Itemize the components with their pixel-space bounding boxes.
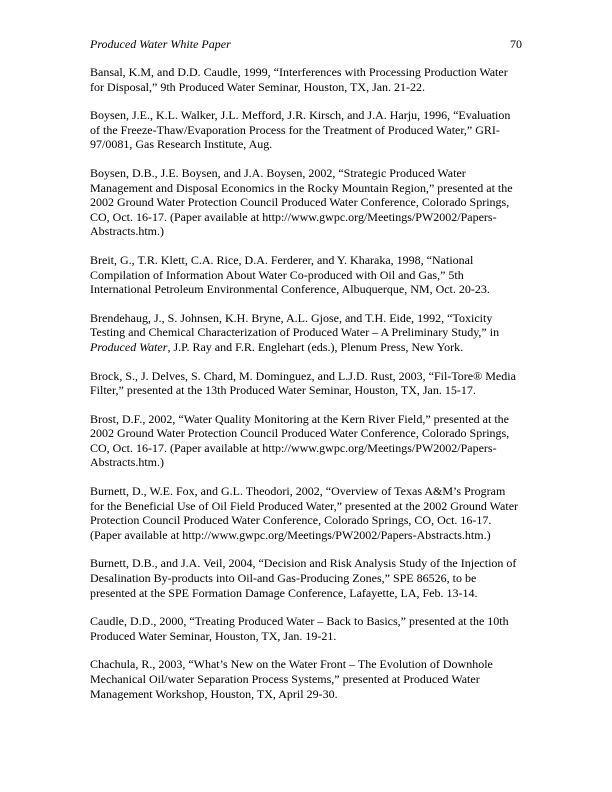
running-header-title: Produced Water White Paper bbox=[90, 37, 231, 51]
reference-entry bbox=[90, 369, 522, 398]
page-header bbox=[90, 37, 522, 52]
reference-text: , J.P. Ray and F.R. Englehart (eds.), Plenum Press, New York. bbox=[167, 339, 464, 354]
reference-text: Boysen, J.E., K.L. Walker, J.L. Mefford, J.R. Kirsch, and J.A. Harju, 1996, “Evaluation of the Freeze-Thaw/Evaporation Process for the Treatment of Produced Water,” GRI-97/0081, Gas Research Institute, Aug. bbox=[90, 108, 511, 152]
reference-book-title: Produced Water bbox=[90, 339, 168, 354]
reference-text: Caudle, D.D., 2000, “Treating Produced Water – Back to Basics,” presented at the 10th Produced Water Seminar, Houston, TX, Jan. 19-21. bbox=[90, 614, 509, 643]
reference-entry bbox=[90, 65, 522, 94]
reference-entry bbox=[90, 108, 522, 152]
reference-entry bbox=[90, 556, 522, 600]
reference-text: Brendehaug, J., S. Johnsen, K.H. Bryne, A.L. Gjose, and T.H. Eide, 1992, “Toxicity Testing and Chemical Characterization of Produced Water – A Preliminary Study,” in bbox=[90, 310, 500, 340]
reference-entry bbox=[90, 166, 522, 239]
reference-text: Chachula, R., 2003, “What’s New on the Water Front – The Evolution of Downhole Mechanical Oil/water Separation Process Systems,” presented at Produced Water Management Workshop, Houston, TX, April 29-30. bbox=[90, 657, 493, 701]
page-number: 70 bbox=[510, 37, 522, 51]
references-list bbox=[90, 65, 522, 715]
reference-text: Brock, S., J. Delves, S. Chard, M. Dominguez, and L.J.D. Rust, 2003, “Fil-Tore® Media Filter,” presented at the 13th Produced Water Seminar, Houston, TX, Jan. 15-17. bbox=[90, 368, 516, 398]
reference-entry bbox=[90, 253, 522, 297]
reference-entry bbox=[90, 484, 522, 542]
reference-text: Burnett, D., W.E. Fox, and G.L. Theodori, 2002, “Overview of Texas A&M’s Program for the Beneficial Use of Oil Field Produced Water,” presented at the 2002 Ground Water Protection Council Produced Water Conference, Colorado Springs, CO, Oct. 16-17. (Paper available at http://www.gwpc.org/Meetings/PW2002/Papers-Abstracts.htm.) bbox=[90, 484, 519, 542]
reference-entry bbox=[90, 614, 522, 643]
reference-entry bbox=[90, 657, 522, 701]
reference-entry bbox=[90, 311, 522, 355]
reference-text: Burnett, D.B., and J.A. Veil, 2004, “Decision and Risk Analysis Study of the Injection of Desalination By-products into Oil-and Gas-Producing Zones,” SPE 86526, to be presented at the SPE Formation Damage Conference, Lafayette, LA, Feb. 13-14. bbox=[90, 556, 517, 600]
reference-text: Boysen, D.B., J.E. Boysen, and J.A. Boysen, 2002, “Strategic Produced Water Management and Disposal Economics in the Rocky Mountain Region,” presented at the 2002 Ground Water Protection Council Produced Water Conference, Colorado Springs, CO, Oct. 16-17. (Paper available at http://www.gwpc.org/Meetings/PW2002/Papers-Abstracts.htm.) bbox=[90, 165, 513, 239]
reference-text: Brost, D.F., 2002, “Water Quality Monitoring at the Kern River Field,” presented at the 2002 Ground Water Protection Council Produced Water Conference, Colorado Springs, CO, Oct. 16-17. (Paper available at http://www.gwpc.org/Meetings/PW2002/Papers-Abstracts.htm.) bbox=[90, 411, 510, 470]
reference-text: Breit, G., T.R. Klett, C.A. Rice, D.A. Ferderer, and Y. Kharaka, 1998, “National Compilation of Information About Water Co-produced with Oil and Gas,” 5th International Petroleum Environmental Conference, Albuquerque, NM, Oct. 20-23. bbox=[90, 252, 490, 297]
reference-entry bbox=[90, 412, 522, 470]
reference-text: Bansal, K.M, and D.D. Caudle, 1999, “Interferences with Processing Production Water for Disposal,” 9th Produced Water Seminar, Houston, TX, Jan. 21-22. bbox=[90, 65, 508, 94]
